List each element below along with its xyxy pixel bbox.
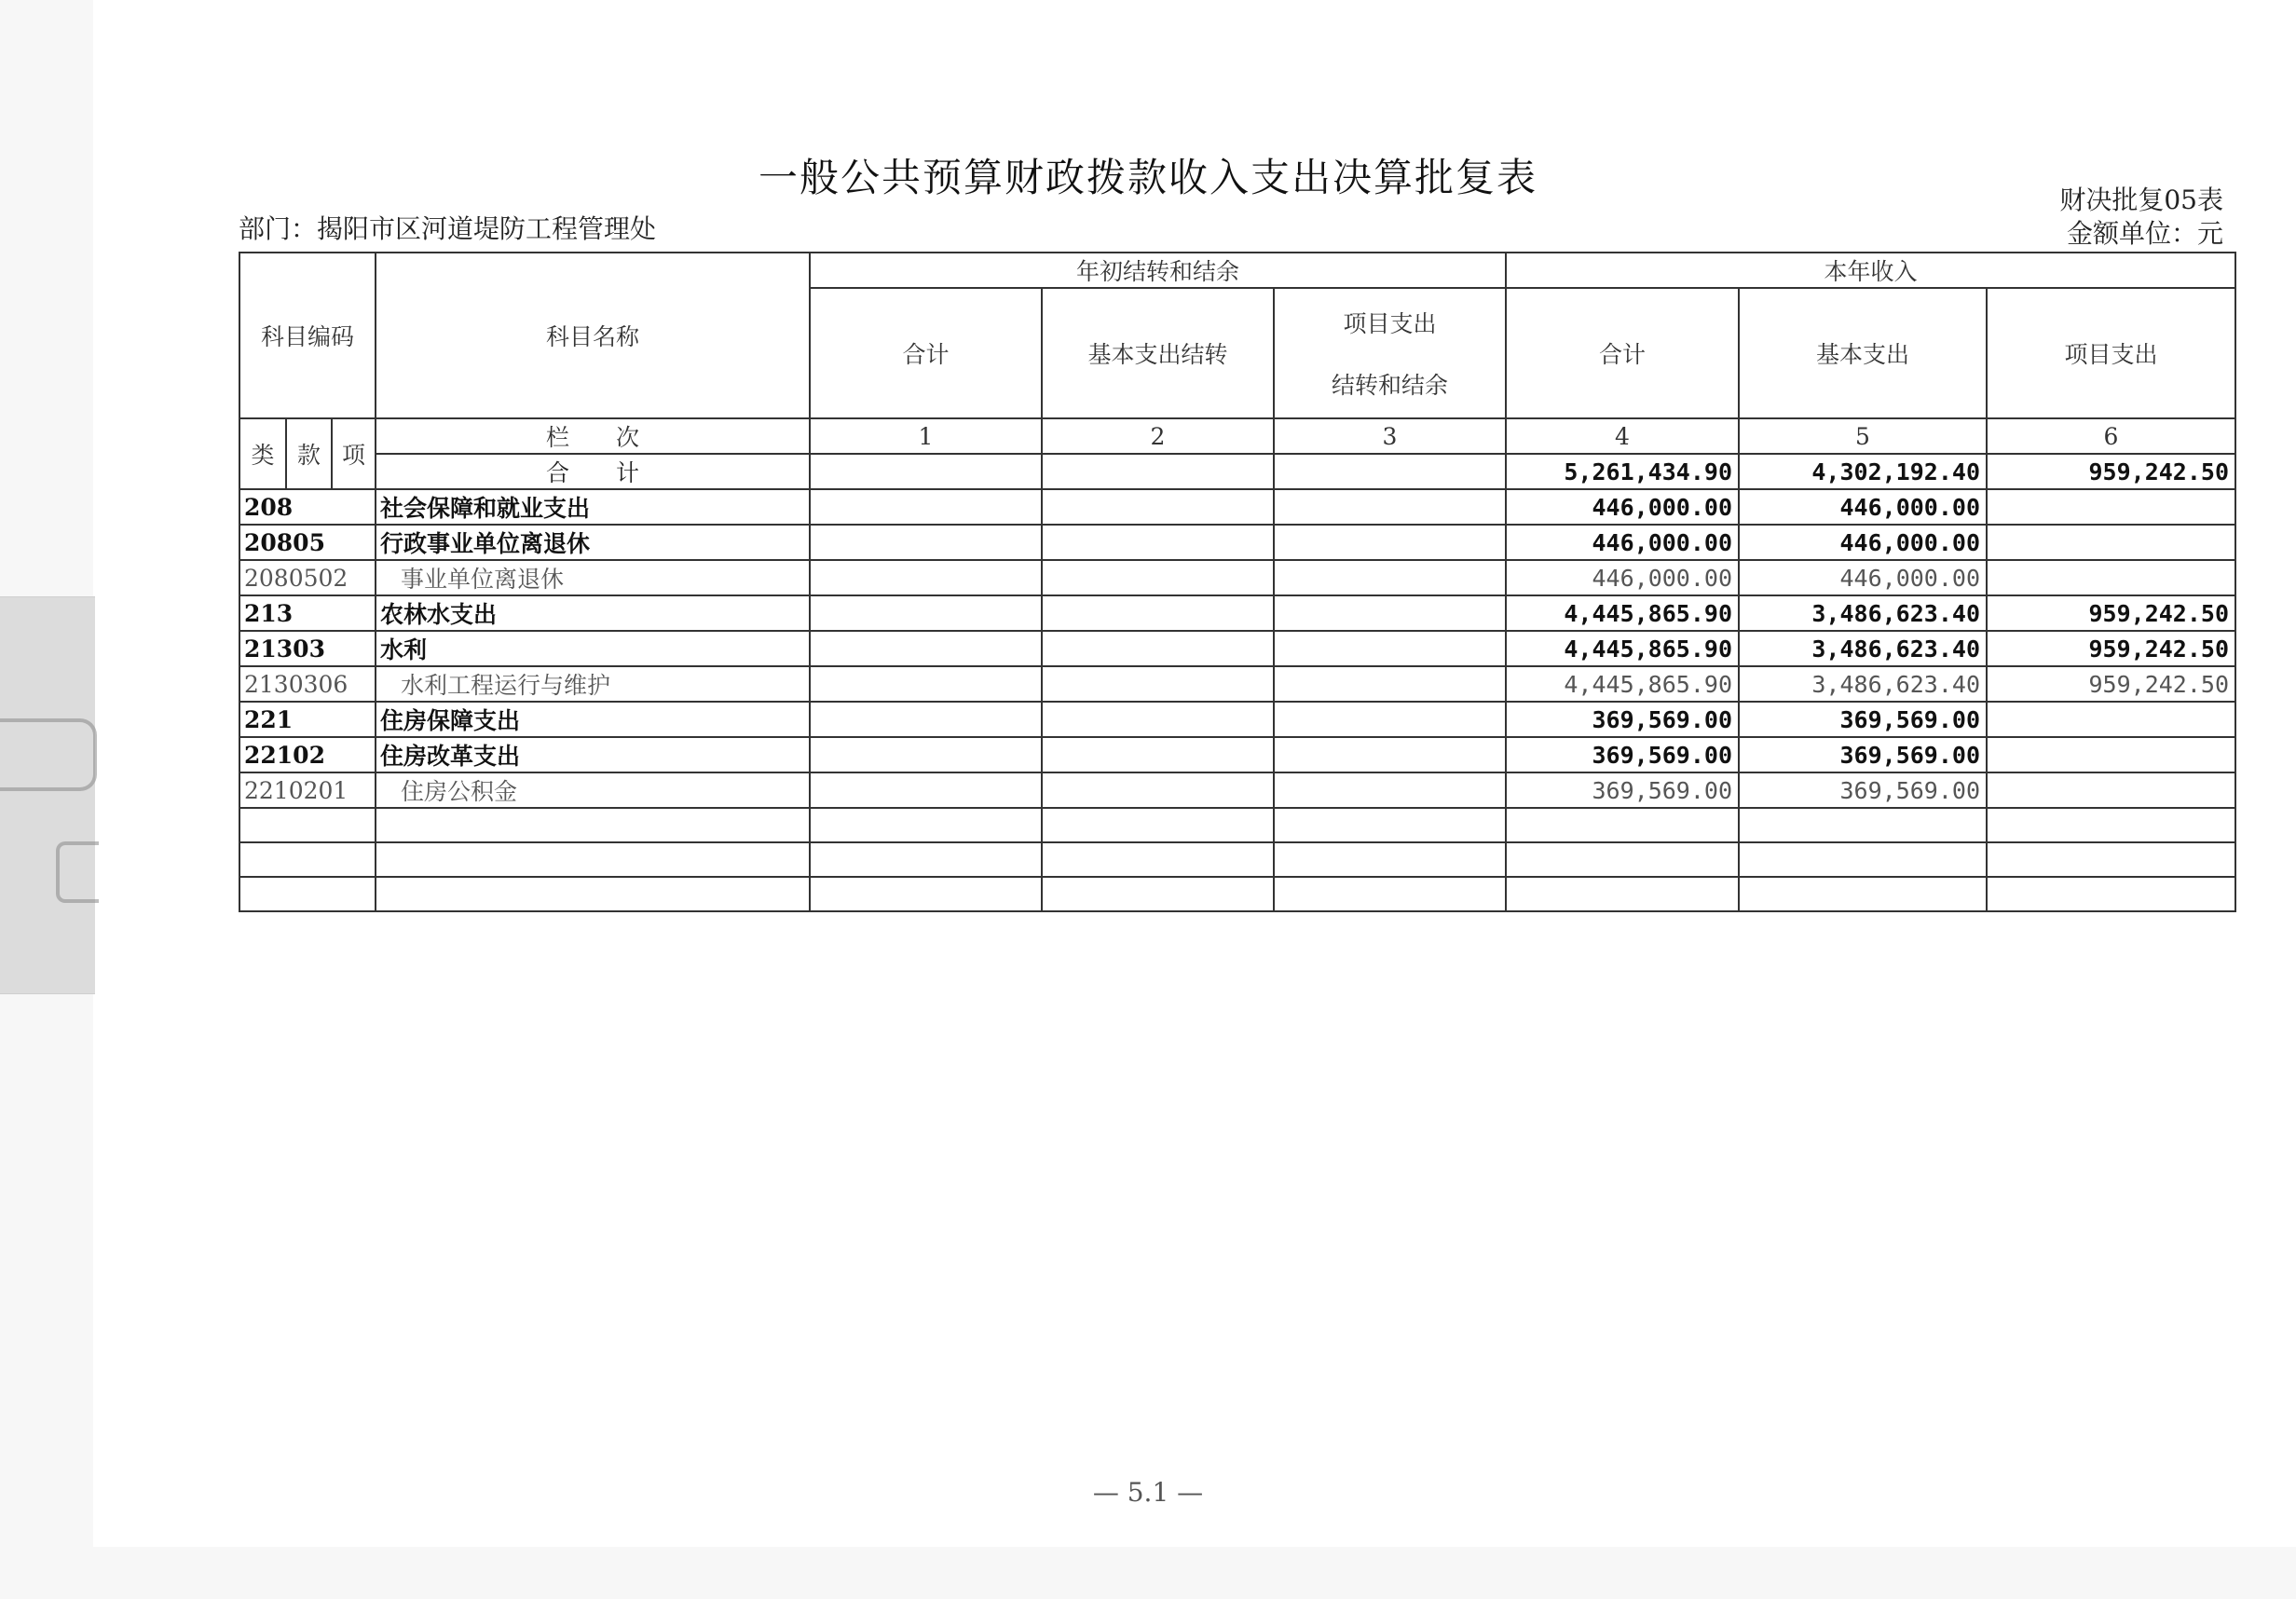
- budget-table: [239, 252, 2236, 912]
- row-total: 369,569.00: [1506, 737, 1739, 772]
- row-code: 208: [239, 489, 376, 525]
- row-total: 369,569.00: [1506, 772, 1739, 808]
- header-code: 科目编码: [239, 253, 376, 418]
- header-project-carry-line1: 项目支出: [1343, 310, 1437, 337]
- row-basic: 369,569.00: [1739, 772, 1987, 808]
- row-project: [1987, 489, 2235, 525]
- row-name: 行政事业单位离退休: [376, 525, 810, 560]
- row-name: 社会保障和就业支出: [376, 489, 810, 525]
- row-code: 21303: [239, 631, 376, 666]
- header-project-carry-line2: 结转和结余: [1331, 372, 1448, 399]
- header-project-carry: [1274, 288, 1506, 418]
- row-basic: 3,486,623.40: [1739, 666, 1987, 702]
- page-number: — 5.1 —: [1092, 1477, 1204, 1508]
- row-total: 4,445,865.90: [1506, 595, 1739, 631]
- row-name: 水利工程运行与维护: [376, 666, 810, 702]
- table-row: [239, 560, 2235, 595]
- row-basic: 446,000.00: [1739, 525, 1987, 560]
- col-num-6: 6: [1987, 418, 2235, 454]
- row-basic: 3,486,623.40: [1739, 631, 1987, 666]
- row-total: 4,445,865.90: [1506, 631, 1739, 666]
- col-num-1: 1: [810, 418, 1042, 454]
- row-basic: 446,000.00: [1739, 560, 1987, 595]
- row-name: 住房改革支出: [376, 737, 810, 772]
- row-name: 住房保障支出: [376, 702, 810, 737]
- header-income-total: 合计: [1506, 288, 1739, 418]
- header-project-expense: 项目支出: [1987, 288, 2235, 418]
- document-title: 一般公共预算财政拨款收入支出决算批复表: [758, 155, 1538, 200]
- row-total: 446,000.00: [1506, 560, 1739, 595]
- row-code: 221: [239, 702, 376, 737]
- row-project: [1987, 772, 2235, 808]
- table-row: [239, 737, 2235, 772]
- row-project: [1987, 525, 2235, 560]
- row-total: 4,445,865.90: [1506, 666, 1739, 702]
- table-row: [239, 702, 2235, 737]
- header-xiang: 项: [332, 418, 376, 489]
- table-row: [239, 489, 2235, 525]
- col-num-3: 3: [1274, 418, 1506, 454]
- empty-row: [239, 808, 2235, 842]
- col-num-4: 4: [1506, 418, 1739, 454]
- row-code: 213: [239, 595, 376, 631]
- table-row: [239, 772, 2235, 808]
- table-row: [239, 595, 2235, 631]
- sum-label: 合 计: [376, 454, 810, 489]
- row-project: 959,242.50: [1987, 666, 2235, 702]
- header-carry-total: 合计: [810, 288, 1042, 418]
- row-name: 农林水支出: [376, 595, 810, 631]
- row-project: [1987, 737, 2235, 772]
- row-project: 959,242.50: [1987, 631, 2235, 666]
- row-code: 2210201: [239, 772, 376, 808]
- empty-row: [239, 877, 2235, 911]
- table-row: [239, 631, 2235, 666]
- col-num-2: 2: [1042, 418, 1274, 454]
- table-row: [239, 666, 2235, 702]
- form-number: 财决批复05表: [2059, 184, 2223, 215]
- row-project: [1987, 560, 2235, 595]
- sum-total: 5,261,434.90: [1506, 454, 1739, 489]
- amount-unit: 金额单位：元: [2066, 218, 2223, 249]
- scan-mark: [0, 718, 97, 791]
- col-num-5: 5: [1739, 418, 1987, 454]
- row-total: 369,569.00: [1506, 702, 1739, 737]
- row-basic: 3,486,623.40: [1739, 595, 1987, 631]
- table-row: [239, 525, 2235, 560]
- row-total: 446,000.00: [1506, 525, 1739, 560]
- header-name: 科目名称: [376, 253, 810, 418]
- row-name: 事业单位离退休: [376, 560, 810, 595]
- header-column-index: 栏 次: [376, 418, 810, 454]
- row-name: 水利: [376, 631, 810, 666]
- header-income-group: 本年收入: [1506, 253, 2235, 288]
- header-basic-carry: 基本支出结转: [1042, 288, 1274, 418]
- row-project: 959,242.50: [1987, 595, 2235, 631]
- row-basic: 369,569.00: [1739, 737, 1987, 772]
- empty-row: [239, 842, 2235, 877]
- row-total: 446,000.00: [1506, 489, 1739, 525]
- row-basic: 446,000.00: [1739, 489, 1987, 525]
- scan-artifact: [0, 596, 95, 994]
- row-basic: 369,569.00: [1739, 702, 1987, 737]
- row-project: [1987, 702, 2235, 737]
- row-name: 住房公积金: [376, 772, 810, 808]
- row-code: 22102: [239, 737, 376, 772]
- row-code: 2080502: [239, 560, 376, 595]
- row-code: 2130306: [239, 666, 376, 702]
- header-carryover-group: 年初结转和结余: [810, 253, 1506, 288]
- header-kuan: 款: [286, 418, 332, 489]
- header-basic-expense: 基本支出: [1739, 288, 1987, 418]
- department-label: 部门：揭阳市区河道堤防工程管理处: [239, 213, 657, 244]
- sum-project: 959,242.50: [1987, 454, 2235, 489]
- sum-basic: 4,302,192.40: [1739, 454, 1987, 489]
- scan-mark: [56, 841, 99, 903]
- row-code: 20805: [239, 525, 376, 560]
- header-lei: 类: [239, 418, 286, 489]
